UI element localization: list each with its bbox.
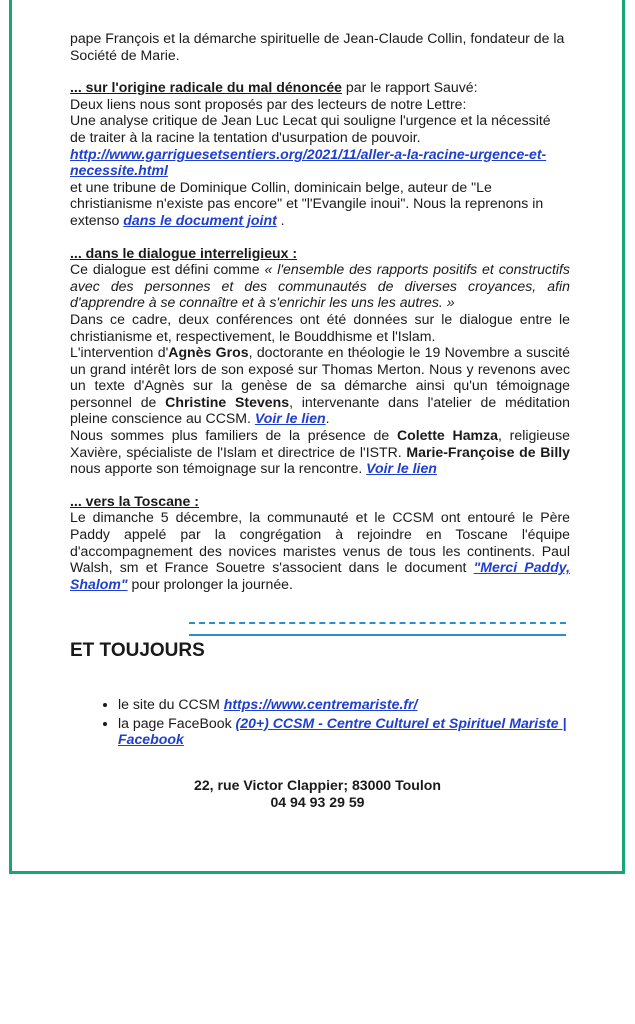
- tribune-end: .: [276, 211, 285, 228]
- tribune-text: et une tribune de Dominique Collin, dominicain belge, auteur de "Le christianisme n'existe pas encore" et "l'Evangile inoui". Nous la reprenons in extenso: [70, 178, 544, 228]
- section-abuse-line2: Une analyse critique de Jean Luc Lecat qui souligne l'urgence et la nécessité de traiter à la racine la tentation d'usurpation de pouvoir.: [70, 112, 551, 145]
- section-abuse-line1: Deux liens nous sont proposés par des lecteurs de notre Lettre:: [70, 95, 467, 112]
- newsletter-body: [70, 30, 570, 592]
- dialogue-agnes: [70, 344, 570, 427]
- name-marie-francoise: Marie-Françoise de Billy: [406, 443, 570, 460]
- intro-paragraph: pape François et la démarche spirituelle de Jean-Claude Collin, fondateur de la Société de Marie.: [70, 30, 565, 63]
- name-christine-stevens: Christine Stevens: [165, 393, 290, 410]
- list-item: [118, 696, 598, 713]
- section-abuse-line3: [70, 179, 570, 229]
- colette-text-a: Nous sommes plus familiers de la présence de: [70, 427, 397, 444]
- toscane-text: Le dimanche 5 décembre, la communauté et le CCSM ont entouré le Père Paddy appelé par la congrégation à rejoindre en Toscane l'équipe d'accompagnement des novices maristes venus de tous les continents. Paul Walsh, sm et France Souetre s'associent dans le document: [70, 509, 570, 576]
- definition-intro: Ce dialogue est défini comme: [70, 261, 265, 278]
- facebook-link[interactable]: (20+) CCSM - Centre Culturel et Spirituel Mariste | Facebook: [118, 714, 567, 748]
- centremariste-link[interactable]: https://www.centremariste.fr/: [223, 696, 418, 712]
- agnes-text-b: , doctorante en théologie le 19 Novembre a suscité un grand intérêt lors de son exposé sur Thomas Merton. Nous y revenons avec un texte d'Agnès sur la genèse de sa démarche ainsi qu'un témoignage personnel de: [70, 344, 571, 410]
- name-agnes-gros: Agnès Gros: [168, 344, 249, 361]
- document-joint-link[interactable]: dans le document joint: [123, 211, 277, 228]
- name-colette-hamza: Colette Hamza: [396, 427, 498, 444]
- et-toujours-title: ET TOUJOURS: [70, 640, 205, 661]
- section-separator: [189, 622, 566, 636]
- list-item: [118, 715, 598, 748]
- facebook-label: la page FaceBook: [118, 714, 236, 731]
- agnes-text-a: L'intervention d': [70, 344, 169, 361]
- section-abuse-heading: ... sur l'origine radicale du mal dénoncée: [70, 79, 342, 96]
- colette-text-c: nous apporte son témoignage sur la rencontre.: [70, 460, 367, 477]
- definition-quote: « l'ensemble des rapports positifs et constructifs avec des personnes et des communautés de diverses croyances, afin d'apprendre à se connaître et à s'enrichir les uns les autres. »: [70, 261, 570, 311]
- dialogue-conferences: Dans ce cadre, deux conférences ont été données sur le dialogue entre le christianisme et, respectivement, le Bouddhisme et l'Islam.: [70, 310, 570, 344]
- agnes-end: .: [325, 410, 330, 427]
- colette-text-b: , religieuse Xavière, spécialiste de l'Islam et directrice de l'ISTR.: [70, 427, 570, 460]
- phone: 04 94 93 29 59: [270, 794, 365, 810]
- section-abuse-heading-line: [70, 79, 570, 96]
- voir-le-lien-2[interactable]: Voir le lien: [366, 460, 437, 477]
- toscane-paragraph: [70, 509, 570, 592]
- footer-links-list: [70, 696, 598, 750]
- dialogue-colette: [70, 427, 570, 477]
- address-block: [0, 777, 635, 811]
- garrigues-link[interactable]: http://www.garriguesetsentiers.org/2021/11/aller-a-la-racine-urgence-et-necessite.html: [70, 145, 547, 179]
- dialogue-definition: [70, 261, 570, 311]
- section-abuse-heading-suffix: par le rapport Sauvé:: [342, 79, 478, 96]
- agnes-text-c: , intervenante dans l'atelier de méditation pleine conscience au CCSM.: [70, 393, 570, 427]
- site-label: le site du CCSM: [118, 696, 224, 712]
- section-dialogue-heading: ... dans le dialogue interreligieux :: [70, 244, 298, 261]
- toscane-end: pour prolonger la journée.: [127, 575, 293, 592]
- voir-le-lien-1[interactable]: Voir le lien: [254, 410, 326, 427]
- merci-paddy-link[interactable]: "Merci Paddy, Shalom": [70, 559, 570, 592]
- section-toscane-heading: ... vers la Toscane :: [70, 492, 199, 509]
- address: 22, rue Victor Clappier; 83000 Toulon: [194, 777, 441, 793]
